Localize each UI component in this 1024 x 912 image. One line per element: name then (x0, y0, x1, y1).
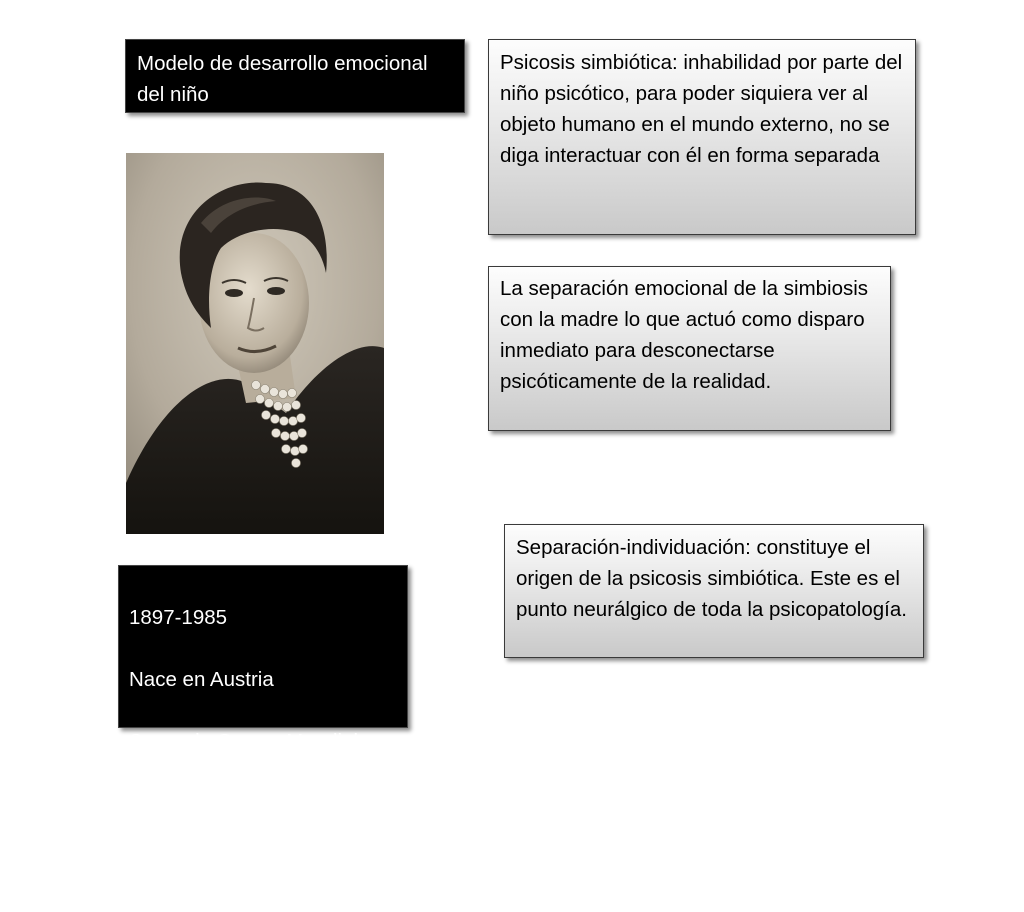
text-box-separacion-individuacion: Separación-individuación: constituye el origen de la psicosis simbiótica. Este es el punto neurálgico de toda la psicopatología. (504, 524, 924, 658)
portrait-photo (126, 153, 384, 534)
bio-line-years: 1897-1985 (129, 606, 228, 629)
text-box-psicosis-simbiotica: Psicosis simbiótica: inhabilidad por parte del niño psicótico, para poder siquiera ver al objeto humano en el mundo externo, no se diga interactuar con él en forma separada (488, 39, 916, 235)
text-box-separacion-emocional: La separación emocional de la simbiosis con la madre lo que actuó como disparo inmediato para desconectarse psicóticamente de la realidad. (488, 266, 891, 431)
bio-line-war: Segunda Guerra Mundial (129, 730, 359, 753)
bio-line-profession: Médica y Pediatra (129, 854, 294, 877)
bio-box (118, 565, 408, 877)
bio-line-move: se trasladó a USA. (129, 792, 300, 815)
bio-line-birthplace: Nace en Austria (129, 668, 274, 691)
slide-title: Modelo de desarrollo emocional del niño (125, 39, 465, 113)
